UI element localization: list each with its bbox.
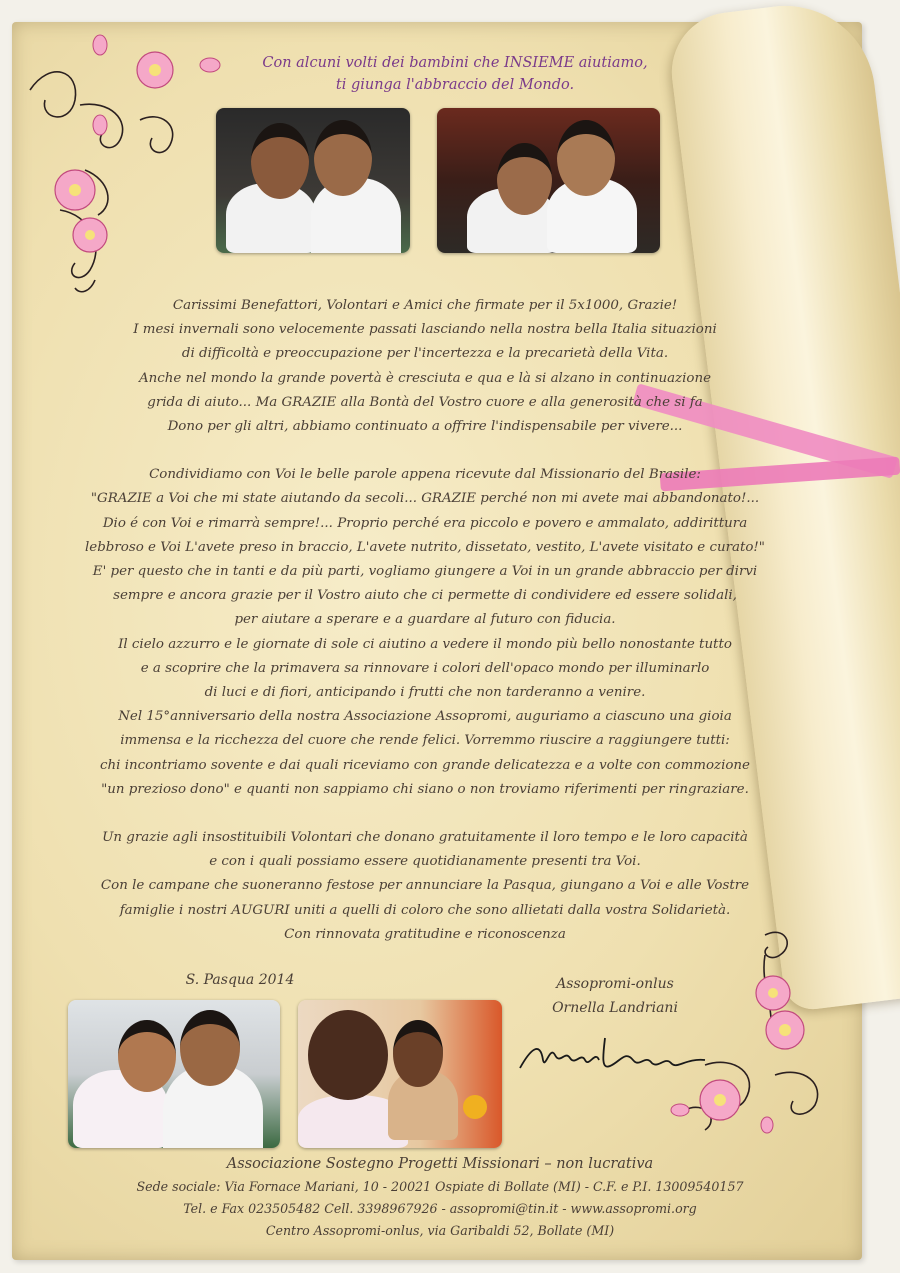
letter-line: Con rinnovata gratitudine e riconoscenza — [284, 926, 566, 942]
letter-line: grida di aiuto... Ma GRAZIE alla Bontà del Vostro cuore e alla generosità che si fa — [147, 394, 703, 410]
letter-paragraph-1 — [50, 294, 800, 439]
letter-line: "GRAZIE a Voi che mi state aiutando da secoli... GRAZIE perché non mi avete mai abbandonato!... — [90, 491, 760, 507]
photo-two-girls-smiling — [437, 108, 660, 253]
footer-org-name: Associazione Sostegno Progetti Missionari – non lucrativa — [226, 1156, 654, 1172]
letter-line: Condividiamo con Voi le belle parole appena ricevute dal Missionario del Brasile: — [149, 467, 701, 483]
signoff-block — [520, 972, 710, 1020]
date-line: S. Pasqua 2014 — [185, 972, 295, 988]
letter-line: E' per questo che in tanti e da più parti, vogliamo giungere a Voi in un grande abbraccio per dirvi — [92, 564, 758, 580]
letter-line: chi incontriamo sovente e dai quali riceviamo con grande delicatezza e a volte con commozione — [100, 757, 750, 773]
letter-line: di luci e di fiori, anticipando i frutti che non tarderanno a venire. — [204, 685, 646, 701]
letter-line: Il cielo azzurro e le giornate di sole ci aiutino a vedere il mondo più bello nonostante tutto — [118, 636, 732, 652]
letter-body — [50, 294, 800, 947]
letter-line: Carissimi Benefattori, Volontari e Amici che firmate per il 5x1000, Grazie! — [172, 298, 678, 313]
photo-two-girls-hugging — [216, 108, 410, 253]
letter-line: Anche nel mondo la grande povertà è cresciuta e qua e là si alzano in continuazione — [138, 370, 712, 386]
footer-contacts: Tel. e Fax 023505482 Cell. 3398967926 - assopromi@tin.it - www.assopromi.org — [183, 1201, 697, 1216]
header-line-1: Con alcuni volti dei bambini che INSIEME aiutiamo, — [262, 55, 648, 71]
letter-line: di difficoltà e preoccupazione per l'incertezza e la precarietà della Vita. — [181, 346, 669, 362]
footer-address: Sede sociale: Via Fornace Mariani, 10 - 20021 Ospiate di Bollate (MI) - C.F. e P.I. 13009540157 — [136, 1179, 744, 1194]
photo-boy-and-girl — [68, 1000, 280, 1148]
handwritten-signature — [515, 1030, 715, 1080]
header-line-2: ti giunga l'abbraccio del Mondo. — [335, 77, 575, 93]
letter-line: Un grazie agli insostituibili Volontari che donano gratuitamente il loro tempo e le loro capacità — [102, 830, 748, 846]
footer-contact — [100, 1152, 780, 1242]
letter-line: Dono per gli altri, abbiamo continuato a offrire l'indispensabile per vivere... — [167, 419, 683, 435]
letter-line: lebbroso e Voi L'avete preso in braccio, L'avete nutrito, dissetato, vestito, L'avete visitato e curato!" — [85, 539, 765, 555]
letter-line: sempre e ancora grazie per il Vostro aiuto che ci permette di condividere ed essere solidali, — [113, 588, 737, 604]
letter-paragraph-2 — [50, 463, 800, 802]
letter-line: Nel 15°anniversario della nostra Associazione Assopromi, auguriamo a ciascuno una gioia — [118, 709, 732, 725]
signoff-name: Ornella Landriani — [552, 1000, 678, 1016]
footer-center: Centro Assopromi-onlus, via Garibaldi 52, Bollate (MI) — [265, 1223, 615, 1238]
letter-line: e con i quali possiamo essere quotidianamente presenti tra Voi. — [209, 854, 641, 870]
letter-line: Dio é con Voi e rimarrà sempre!... Proprio perché era piccolo e povero e ammalato, addirittura — [102, 515, 748, 531]
photo-smiling-child-eating — [298, 1000, 502, 1148]
letter-line: famiglie i nostri AUGURI uniti a quelli di coloro che sono allietati dalla vostra Solidarietà. — [119, 902, 731, 918]
top-left-blossom-ornament — [20, 30, 230, 300]
signoff-org: Assopromi-onlus — [556, 976, 674, 992]
letter-line: per aiutare a sperare e a guardare al futuro con fiducia. — [234, 612, 616, 628]
letter-line: I mesi invernali sono velocemente passati lasciando nella nostra bella Italia situazioni — [133, 322, 717, 338]
header-caption — [200, 52, 710, 96]
letter-paragraph-3 — [50, 826, 800, 947]
letter-line: e a scoprire che la primavera sa rinnovare i colori dell'opaco mondo per illuminarlo — [140, 660, 710, 676]
letter-line: "un prezioso dono" e quanti non sappiamo chi siano o non troviamo riferimenti per ringraziare. — [101, 781, 749, 797]
letter-line: immensa e la ricchezza del cuore che rende felici. Vorremmo riuscire a raggiungere tutti: — [120, 733, 730, 749]
letter-line: Con le campane che suoneranno festose per annunciare la Pasqua, giungano a Voi e alle Vostre — [100, 878, 750, 894]
